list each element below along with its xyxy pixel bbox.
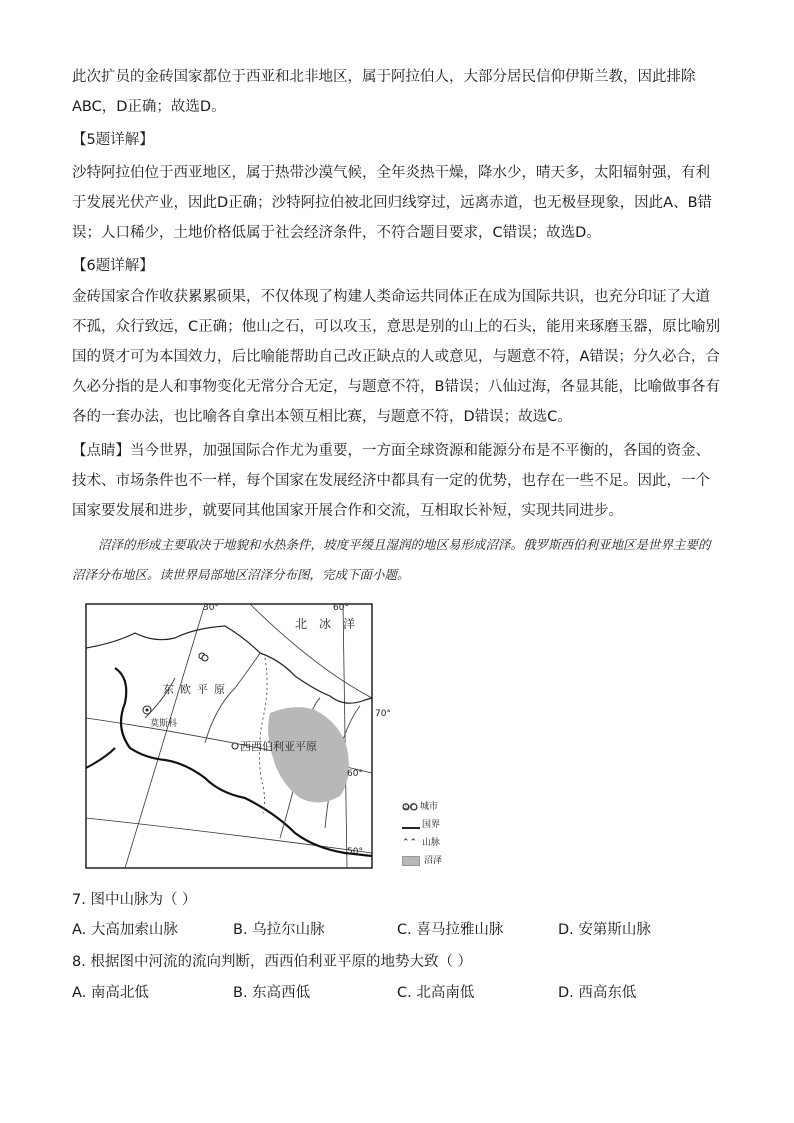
lat-label-70: 70° [375,709,391,719]
q6-explanation: 金砖国家合作收获累累硕果，不仅体现了构建人类命运共同体正在成为国际共识，也充分印证了大道不孤，众行致远，C正确；他山之石，可以攻玉，意思是别的山上的石头，能用来琢磨玉器，原比喻别国的贤才可为本国效力，后比喻能帮助自己改正缺点的人或意见，与题意不符，A错误；分久必合，合久必分指的是人和事物变化无常分合无定，与题意不符，B错误；八仙过海，各显其能，比喻做事各有各的一套办法，也比喻各自拿出本领互相比赛，与题意不符，D错误；故选C。 [72,289,721,425]
q7-option-d[interactable]: D. 安第斯山脉 [558,922,651,938]
passage-text: 沼泽的形成主要取决于地貌和水热条件，坡度平缓且湿润的地区易形成沼泽。俄罗斯西伯利亚地区是世界主要的沼泽分布地区。读世界局部地区沼泽分布图，完成下面小题。 [72,537,711,582]
west-siberian-plain-label: 西西伯利亚平原 [240,740,317,753]
q8-option-a[interactable]: A. 南高北低 [72,985,149,1001]
q8-option-b[interactable]: B. 东高西低 [233,985,311,1001]
lat-label-50: 50° [347,847,363,857]
legend-mountain: ⌃⌃ 山脉 [402,834,492,852]
swamp-icon [402,856,420,866]
q5-explanation: 沙特阿拉伯位于西亚地区，属于热带沙漠气候，全年炎热干燥，降水少，晴天多，太阳辐射强，有利于发展光伏产业，因此D正确；沙特阿拉伯被北回归线穿过，远离赤道，也无极昼现象，因此A、B错误；人口稀少，土地价格低属于社会经济条件，不符合题目要求，C错误；故选D。 [72,165,713,241]
q8-option-d[interactable]: D. 西高东低 [558,985,637,1001]
question-8-stem: 8. 根据图中河流的流向判断，西西伯利亚平原的地势大致（ ） [72,954,473,970]
q7-option-b[interactable]: B. 乌拉尔山脉 [233,922,325,938]
lon-label-30: 30° [203,603,219,613]
question-7-stem: 7. 图中山脉为（ ） [72,892,197,908]
legend-border: 国界 [402,816,492,834]
east-european-plain-label: 东欧平原 [163,683,231,696]
q5-header: 【5题详解】 [72,132,154,148]
q8-option-c[interactable]: C. 北高南低 [397,985,475,1001]
swamp-distribution-map [85,598,391,874]
city-icon [202,655,208,661]
tip-paragraph: 【点睛】当今世界，加强国际合作尤为重要，一方面全球资源和能源分布是不平衡的，各国的资金、技术、市场条件也不一样，每个国家在发展经济中都具有一定的优势，也存在一些不足。因此，一个国家要发展和进步，就要同其他国家开展合作和交流，互相取长补短，实现共同进步。 [72,443,710,519]
arctic-ocean-label: 北冰洋 [295,617,368,631]
lon-label-60: 60° [333,603,349,613]
legend-swamp: 沼泽 [402,852,492,870]
lat-label-60: 60° [347,769,363,779]
q7-option-c[interactable]: C. 喜马拉雅山脉 [397,922,504,938]
moscow-label: 莫斯科 [150,719,178,729]
mountain-icon: ⌃⌃ [402,838,418,848]
q7-option-a[interactable]: A. 大高加索山脉 [72,922,178,938]
city-icon [232,743,238,749]
legend-city: ⊙○ 城市 [402,798,492,816]
city-icon: ⊙○ [402,802,418,812]
q6-header: 【6题详解】 [72,258,154,274]
map-legend-box [402,798,492,870]
intro-paragraph: 此次扩员的金砖国家都位于西亚和北非地区，属于阿拉伯人，大部分居民信仰伊斯兰教，因此排除ABC，D正确；故选D。 [72,69,696,115]
